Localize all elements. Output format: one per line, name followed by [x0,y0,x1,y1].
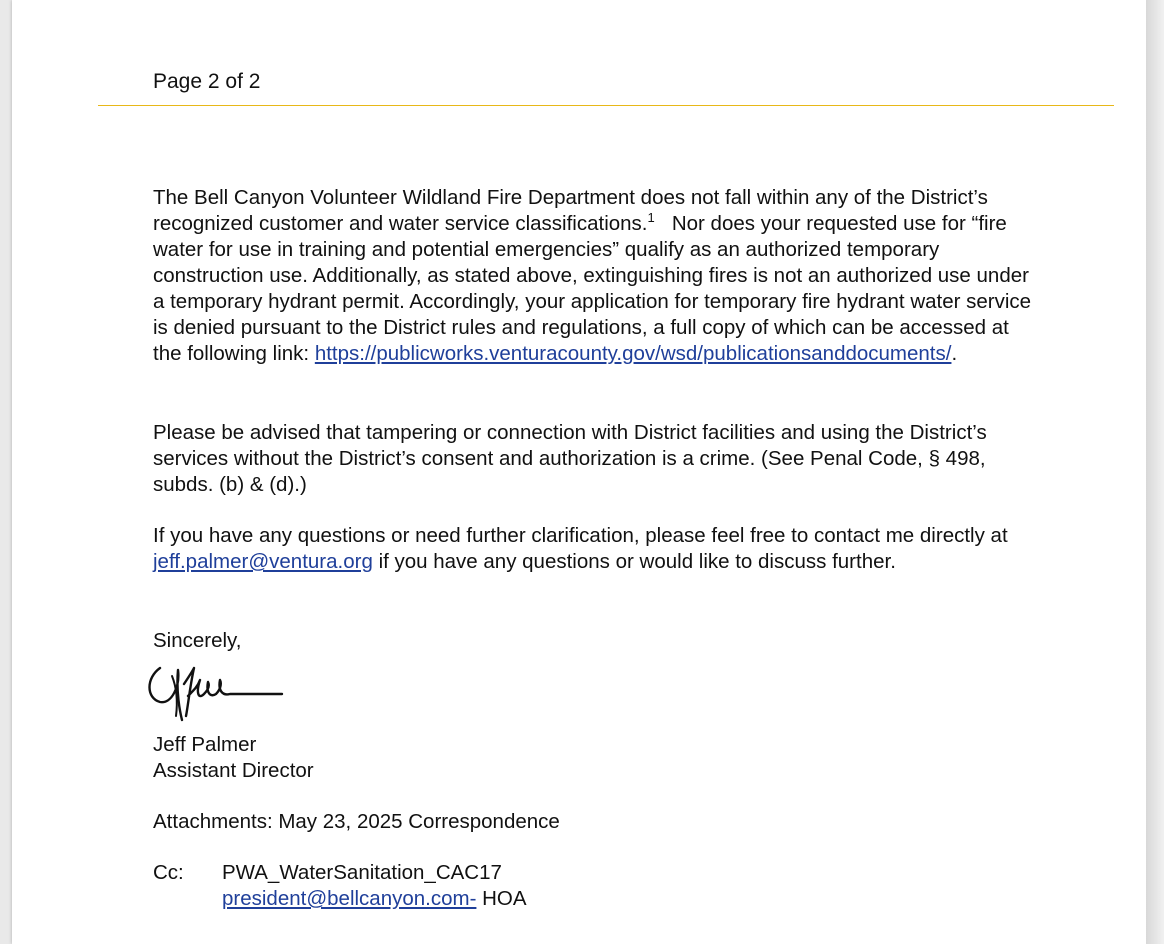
paragraph-warning: Please be advised that tampering or connection with District facilities and using the District’s services without the District’s consent and authorization is a crime. (See Penal Code, § 498, subds. (b) & (d).) [153,421,987,496]
paragraph-contact-text-b: if you have any questions or would like to discuss further. [378,550,896,573]
publications-link[interactable]: https://publicworks.venturacounty.gov/wsd/publicationsanddocuments/ [314,342,952,365]
signer-name: Jeff Palmer [153,733,257,756]
paragraph-contact-text-a: If you have any questions or need further clarification, please feel free to contact me directly at [153,524,1008,547]
paragraph-denial-text-a: The Bell Canyon Volunteer Wildland Fire Department does not fall within any of the District’s recognized customer and water service classifications. [153,186,988,235]
attachments-line: Attachments: May 23, 2025 Correspondence [153,810,560,833]
cc-item: PWA_WaterSanitation_CAC17 [222,861,502,884]
paragraph-contact [153,523,1033,575]
contact-email-link[interactable]: jeff.palmer@ventura.org [153,550,373,573]
page-edge [1146,0,1164,944]
header-divider [98,105,1114,106]
paragraph-denial-text-b: Nor does your requested use for “fire water for use in training and potential emergencies” qualify as an authorized temporary construction use. Additionally, as stated above, extinguishing fires is not an authorized use under a temporary hydrant permit. Accordingly, your application for temporary fire hydrant water service is denied pursuant to the District rules and regulations, a full copy of which can be accessed at the following link: [153,212,1032,365]
signature-image [142,656,292,726]
cc-email-link[interactable]: president@bellcanyon.com- [222,887,477,910]
page-number-label: Page 2 of 2 [153,70,261,93]
signer-title: Assistant Director [153,759,314,782]
paragraph-denial [153,185,1033,367]
link-suffix: . [951,342,958,365]
footnote-marker: 1 [647,210,655,225]
cc-item-email [222,886,527,912]
salutation: Sincerely, [153,629,242,652]
cc-email-suffix: HOA [482,887,527,910]
cc-label: Cc: [153,861,184,884]
